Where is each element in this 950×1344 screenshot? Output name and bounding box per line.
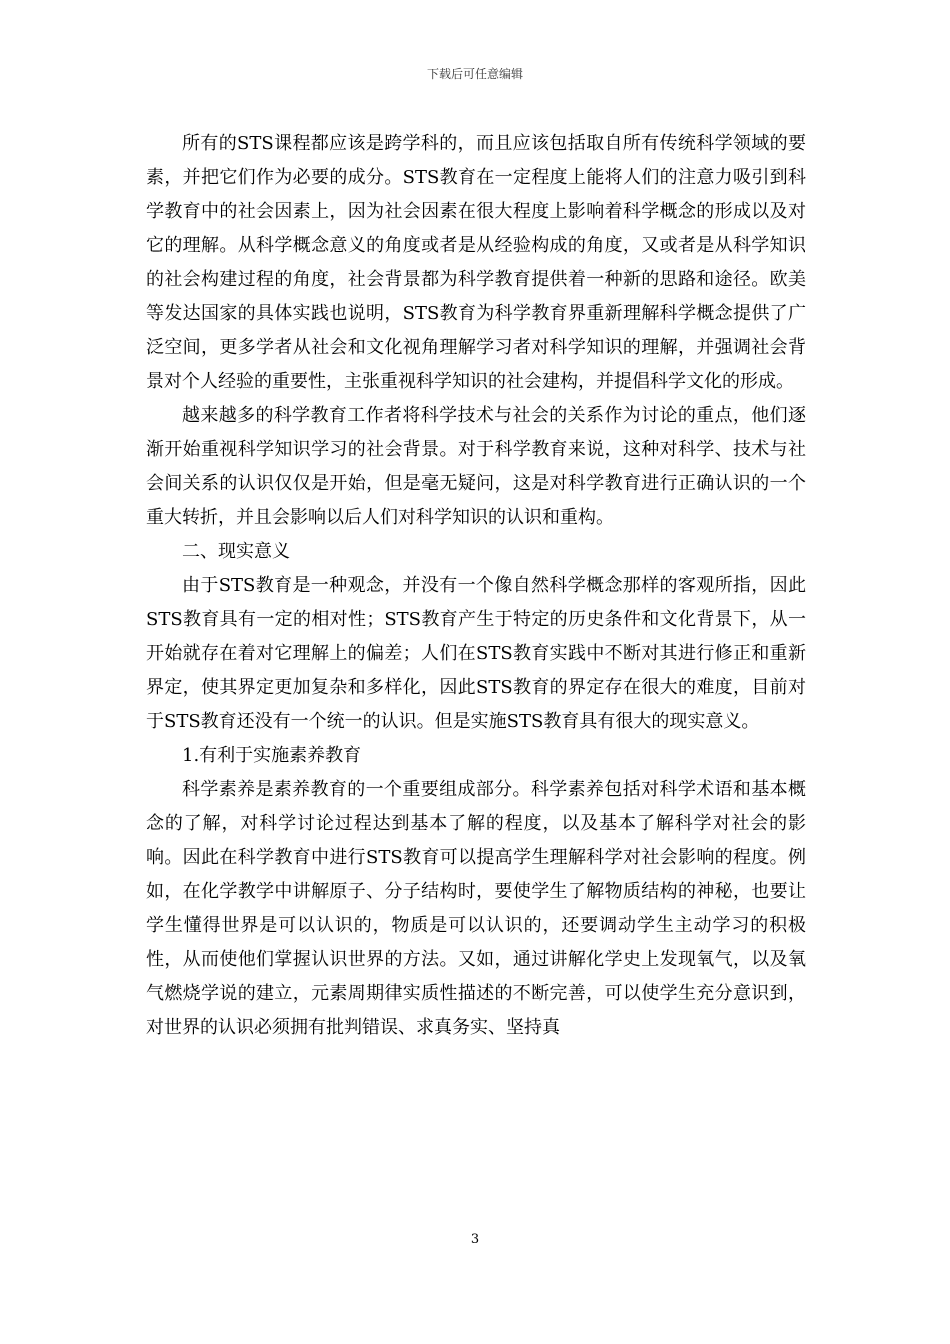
body-paragraph: 所有的STS课程都应该是跨学科的，而且应该包括取自所有传统科学领域的要素，并把它们作为必要的成分。STS教育在一定程度上能将人们的注意力吸引到科学教育中的社会因素上，因为社会因素在很大程度上影响着科学概念的形成以及对它的理解。从科学概念意义的角度或者是从经验构成的角度，又或者是从科学知识的社会构建过程的角度，社会背景都为科学教育提供着一种新的思路和途径。欧美等发达国家的具体实践也说明，STS教育为科学教育界重新理解科学概念提供了广泛空间，更多学者从社会和文化视角理解学习者对科学知识的理解，并强调社会背景对个人经验的重要性，主张重视科学知识的社会建构，并提倡科学文化的形成。: [146, 133, 806, 392]
page-header: 下载后可任意编辑: [426, 67, 523, 81]
page-number: 3: [470, 1232, 480, 1247]
subsection-heading: 1.有利于实施素养教育: [182, 745, 362, 766]
body-paragraph: 由于STS教育是一种观念，并没有一个像自然科学概念那样的客观所指，因此STS教育具有一定的相对性；STS教育产生于特定的历史条件和文化背景下，从一开始就存在着对它理解上的偏差；人们在STS教育实践中不断对其进行修正和重新界定，使其界定更加复杂和多样化，因此STS教育的界定存在很大的难度，目前对于STS教育还没有一个统一的认识。但是实施STS教育具有很大的现实意义。: [146, 575, 806, 732]
body-paragraph: 科学素养是素养教育的一个重要组成部分。科学素养包括对科学术语和基本概念的了解，对科学讨论过程达到基本了解的程度，以及基本了解科学对社会的影响。因此在科学教育中进行STS教育可以提高学生理解科学对社会影响的程度。例如，在化学教学中讲解原子、分子结构时，要使学生了解物质结构的神秘，也要让学生懂得世界是可以认识的，物质是可以认识的，还要调动学生主动学习的积极性，从而使他们掌握认识世界的方法。又如，通过讲解化学史上发现氧气，以及氧气燃烧学说的建立，元素周期律实质性描述的不断完善，可以使学生充分意识到，对世界的认识必须拥有批判错误、求真务实、坚持真: [146, 779, 806, 1038]
document-body: [146, 127, 806, 1045]
section-heading: 二、现实意义: [182, 541, 290, 562]
body-paragraph: 越来越多的科学教育工作者将科学技术与社会的关系作为讨论的重点，他们逐渐开始重视科学知识学习的社会背景。对于科学教育来说，这种对科学、技术与社会间关系的认识仅仅是开始，但是毫无疑问，这是对科学教育进行正确认识的一个重大转折，并且会影响以后人们对科学知识的认识和重构。: [146, 405, 806, 528]
